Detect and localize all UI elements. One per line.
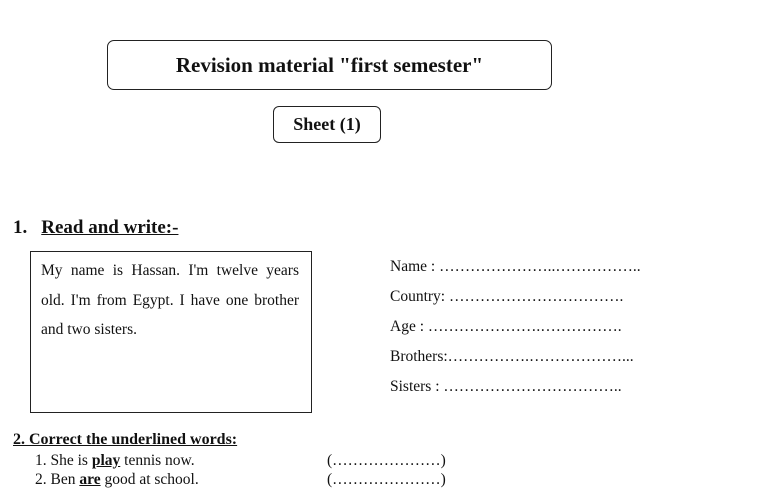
correction-item-2 — [35, 471, 199, 489]
field-name: Name : …………………..…………….. — [390, 258, 641, 275]
sheet-label: Sheet (1) — [293, 114, 361, 134]
section-1-number: 1. — [13, 217, 28, 238]
section-1-heading — [13, 217, 178, 239]
field-country: Country: ……………………………. — [390, 288, 624, 305]
item-2-suffix: good at school. — [100, 471, 199, 488]
sheet-label-box — [273, 106, 381, 143]
document-title: Revision material "first semester" — [175, 52, 484, 77]
item-1-suffix: tennis now. — [120, 452, 195, 469]
item-2-prefix: 2. Ben — [35, 471, 80, 488]
correction-item-1 — [35, 452, 195, 470]
item-1-underlined-word: play — [91, 452, 121, 469]
item-1-prefix: 1. She is — [35, 452, 92, 469]
item-2-underlined-word: are — [79, 471, 101, 488]
field-age: Age : ………………….……………. — [390, 318, 622, 335]
field-sisters: Sisters : …………………………….. — [390, 378, 622, 395]
item-1-blank: (…………………) — [327, 452, 446, 469]
item-2-blank: (…………………) — [327, 471, 446, 488]
field-brothers: Brothers:…………….………………... — [390, 348, 634, 365]
section-2-heading: 2. Correct the underlined words: — [13, 431, 238, 448]
title-box — [107, 40, 552, 90]
section-1-title: Read and write:- — [41, 217, 179, 238]
reading-passage: My name is Hassan. I'm twelve years old. I'm from Egypt. I have one brother and two sisters. — [41, 262, 299, 338]
